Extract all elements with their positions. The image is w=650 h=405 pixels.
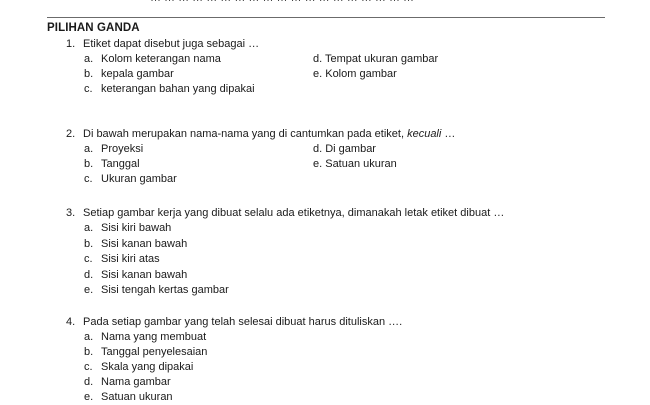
question-text: Setiap gambar kerja yang dibuat selalu ada etiketnya, dimanakah letak etiket dibuat …: [83, 207, 505, 219]
option-text: Kolom keterangan nama: [101, 53, 221, 65]
question-3: [66, 206, 626, 296]
option-letter: c.: [84, 173, 93, 185]
option-letter: c.: [84, 361, 93, 373]
option-text: Sisi kiri atas: [101, 253, 160, 265]
option-text: Tanggal penyelesaian: [101, 346, 208, 358]
option-letter: a.: [84, 143, 94, 155]
question-text-tail: …: [441, 128, 456, 140]
question-number: 1.: [66, 38, 76, 50]
question-text-main: Di bawah merupakan nama-nama yang di cantumkan pada etiket,: [83, 128, 408, 140]
option-text: Sisi tengah kertas gambar: [101, 284, 229, 296]
option-letter: b.: [84, 237, 94, 250]
option-letter: e.: [84, 284, 94, 296]
option-letter: b.: [84, 158, 94, 170]
option-letter: a.: [84, 222, 94, 234]
option-text: Sisi kanan bawah: [101, 268, 188, 281]
header-divider: [47, 17, 605, 18]
question-1: [66, 37, 626, 95]
question-text: [83, 127, 455, 142]
question-4: [66, 315, 626, 403]
section-title: PILIHAN GANDA: [47, 22, 140, 34]
option-letter: c.: [84, 83, 93, 95]
option-text: Skala yang dipakai: [101, 361, 194, 373]
option-text: Satuan ukuran: [101, 391, 173, 403]
option-text: d. Di gambar: [313, 143, 376, 155]
question-number: 3.: [66, 207, 76, 219]
header-fragment: [150, 0, 414, 4]
option-text: Sisi kanan bawah: [101, 237, 188, 250]
option-text: kepala gambar: [101, 68, 174, 80]
option-letter: d.: [84, 376, 94, 388]
question-2: [66, 127, 626, 185]
option-text: Tanggal: [101, 158, 140, 170]
option-letter: d.: [84, 268, 94, 281]
option-letter: b.: [84, 346, 94, 358]
option-text: Proyeksi: [101, 143, 144, 155]
option-letter: a.: [84, 53, 94, 65]
option-text: d. Tempat ukuran gambar: [313, 53, 439, 65]
question-text-emphasis: kecuali: [407, 128, 442, 140]
option-text: Ukuran gambar: [101, 173, 177, 185]
option-letter: e.: [84, 391, 94, 403]
option-letter: c.: [84, 253, 93, 265]
option-text: Nama gambar: [101, 376, 171, 388]
option-text: Sisi kiri bawah: [101, 222, 172, 234]
option-text: e. Satuan ukuran: [313, 158, 397, 170]
option-text: keterangan bahan yang dipakai: [101, 83, 255, 95]
option-text: Nama yang membuat: [101, 331, 207, 343]
question-text: Etiket dapat disebut juga sebagai …: [83, 38, 260, 50]
question-number: 2.: [66, 128, 76, 140]
option-letter: b.: [84, 68, 94, 80]
option-text: e. Kolom gambar: [313, 68, 397, 80]
question-number: 4.: [66, 316, 76, 328]
option-letter: a.: [84, 331, 94, 343]
question-text: Pada setiap gambar yang telah selesai dibuat harus dituliskan ….: [83, 316, 403, 328]
